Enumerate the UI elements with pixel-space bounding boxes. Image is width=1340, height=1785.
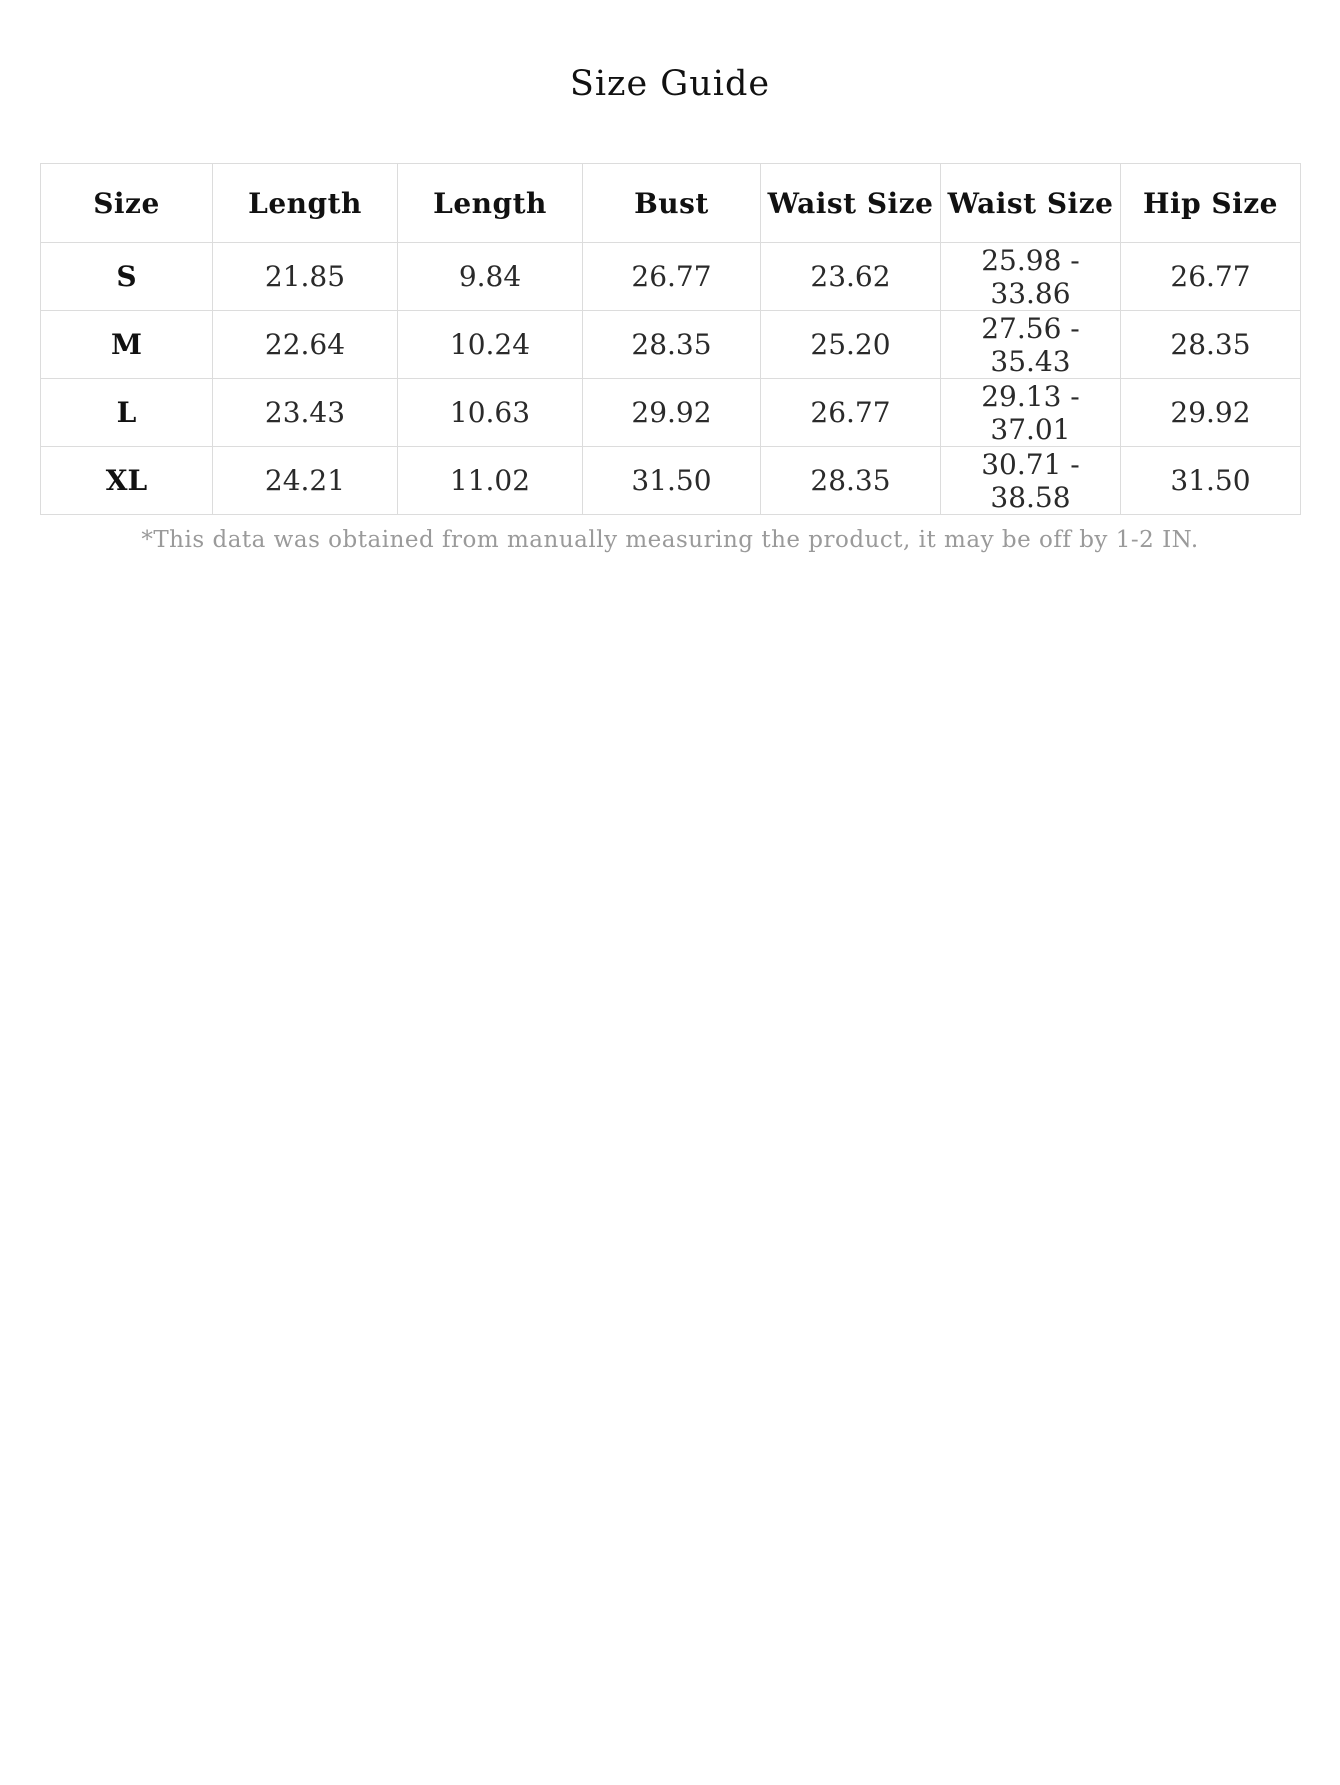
length-cell: 24.21: [213, 447, 398, 515]
length-cell: 21.85: [213, 243, 398, 311]
bust-cell: 28.35: [583, 311, 761, 379]
column-header-length: Length: [213, 164, 398, 243]
length-2-cell: 10.63: [398, 379, 583, 447]
waist-size-range-cell: 29.13 - 37.01: [941, 379, 1121, 447]
size-cell: S: [41, 243, 213, 311]
column-header-length-2: Length: [398, 164, 583, 243]
table-row: [41, 311, 1301, 379]
column-header-hip-size: Hip Size: [1121, 164, 1301, 243]
size-table: [40, 163, 1301, 515]
size-cell: M: [41, 311, 213, 379]
hip-size-cell: 29.92: [1121, 379, 1301, 447]
length-2-cell: 11.02: [398, 447, 583, 515]
hip-size-cell: 26.77: [1121, 243, 1301, 311]
bust-cell: 26.77: [583, 243, 761, 311]
bust-cell: 31.50: [583, 447, 761, 515]
column-header-size: Size: [41, 164, 213, 243]
waist-size-range-cell: 30.71 - 38.58: [941, 447, 1121, 515]
length-2-cell: 10.24: [398, 311, 583, 379]
bust-cell: 29.92: [583, 379, 761, 447]
table-row: [41, 243, 1301, 311]
waist-size-range-cell: 27.56 - 35.43: [941, 311, 1121, 379]
waist-size-cell: 23.62: [761, 243, 941, 311]
column-header-waist-size-2: Waist Size: [941, 164, 1121, 243]
size-cell: XL: [41, 447, 213, 515]
waist-size-cell: 25.20: [761, 311, 941, 379]
page-title: Size Guide: [569, 64, 771, 104]
column-header-bust: Bust: [583, 164, 761, 243]
table-row: [41, 379, 1301, 447]
column-header-waist-size: Waist Size: [761, 164, 941, 243]
table-header-row: [41, 164, 1301, 243]
hip-size-cell: 28.35: [1121, 311, 1301, 379]
size-cell: L: [41, 379, 213, 447]
length-2-cell: 9.84: [398, 243, 583, 311]
hip-size-cell: 31.50: [1121, 447, 1301, 515]
measurement-disclaimer: *This data was obtained from manually measuring the product, it may be off by 1-2 IN.: [141, 527, 1199, 553]
waist-size-cell: 26.77: [761, 379, 941, 447]
waist-size-cell: 28.35: [761, 447, 941, 515]
waist-size-range-cell: 25.98 - 33.86: [941, 243, 1121, 311]
length-cell: 23.43: [213, 379, 398, 447]
table-row: [41, 447, 1301, 515]
length-cell: 22.64: [213, 311, 398, 379]
